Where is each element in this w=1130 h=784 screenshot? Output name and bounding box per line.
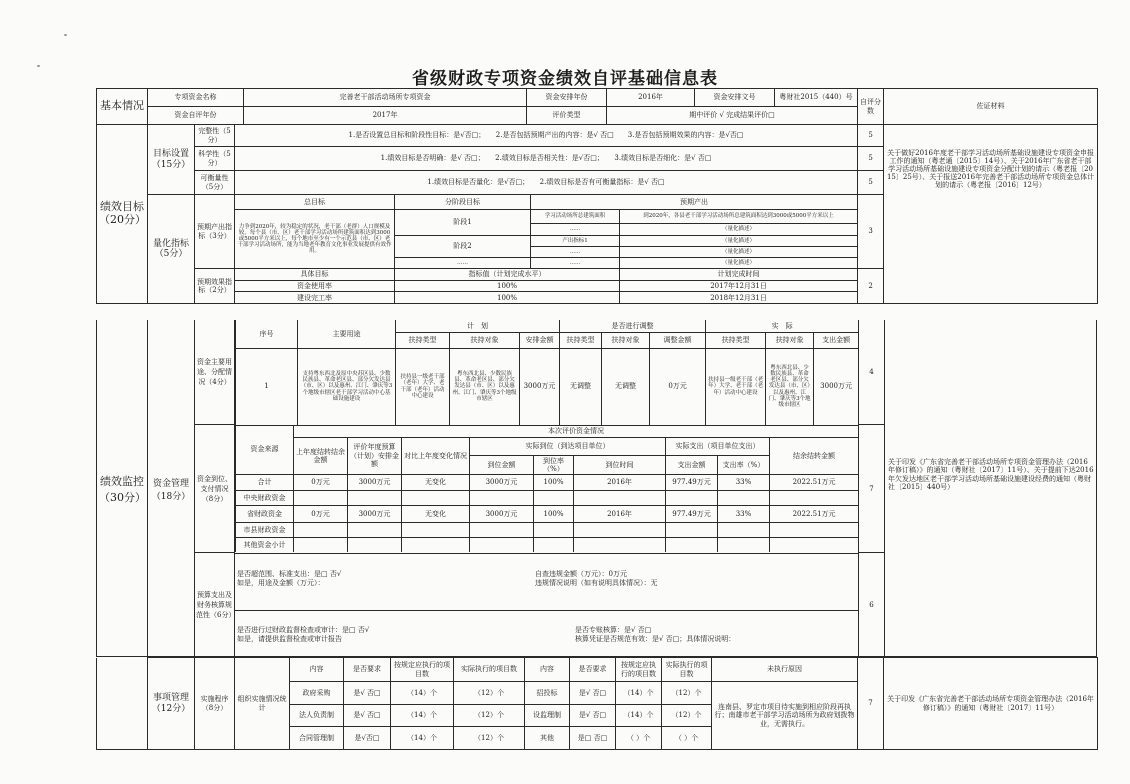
col-spend-amount: 支出金额 bbox=[666, 455, 718, 474]
output-row-2-name: …… bbox=[531, 224, 620, 236]
effect-row-time: 2018年12月31日 bbox=[620, 292, 858, 304]
cell bbox=[348, 522, 402, 537]
cell bbox=[718, 490, 770, 505]
basic-info-table bbox=[96, 88, 1098, 125]
measurable-text: 1.绩效目标是否量化：是√否□； 2.绩效目标是否有可衡量指标：是√ 否□ bbox=[235, 171, 858, 195]
completeness-text: 1.是否设置总目标和阶段性目标：是√否□； 2.是否包括预期产出的内容：是√ 否□ 3.是否包括预期效果的内容：是√否□ bbox=[235, 125, 858, 147]
col-arrive-amount: 到位金额 bbox=[470, 455, 534, 474]
row-seq: 1 bbox=[236, 348, 298, 425]
cell: 977.49万元 bbox=[666, 474, 718, 490]
output-row-1-name: 学习活动场所总建筑面积 bbox=[531, 210, 620, 224]
fund-use-label: 资金主要用途、分配情况（4分） bbox=[195, 320, 235, 425]
monitor-left-gap bbox=[97, 658, 148, 750]
cell bbox=[770, 490, 859, 505]
perf-goal-table bbox=[96, 124, 1098, 304]
effect-score: 2 bbox=[858, 269, 884, 304]
fund-mgmt-label: 资金管理（18分） bbox=[148, 320, 195, 657]
content-procurement: 政府采购 bbox=[290, 682, 344, 705]
project-mgmt-label: 事项管理（12分） bbox=[148, 658, 195, 750]
rule-count-header-2: 按规定应执行的项目数 bbox=[616, 658, 662, 682]
content-header: 内容 bbox=[290, 658, 344, 682]
budget-score: 6 bbox=[858, 553, 884, 657]
cell: （ ）个 bbox=[616, 727, 662, 750]
output-indicator-label: 预期产出指标（3分） bbox=[195, 195, 235, 269]
plan-header: 计 划 bbox=[396, 320, 560, 332]
cell bbox=[470, 522, 534, 537]
col-prev: 上年度结转结余金额 bbox=[294, 437, 348, 474]
cell: 2022.51万元 bbox=[770, 505, 859, 522]
total-goal-text: 力争到2020年，较为稳定的状况，老干部（老群）人口规模及较，每个县（市、区）老干部学习活动场所建筑面积达到3000或5000平方米以上，每个地市至少有一个示范县（市、区）老干部学习活动场所，能为当地老年教育文化事业发展提供有效作用。 bbox=[235, 210, 395, 269]
col-source: 资金来源 bbox=[236, 425, 294, 474]
adjust-header: 是否进行调整 bbox=[560, 320, 706, 332]
cell: 是□ 否□ bbox=[570, 727, 616, 750]
measurable-score: 5 bbox=[858, 171, 884, 195]
scientific-score: 5 bbox=[858, 147, 884, 171]
cell: 0万元 bbox=[294, 505, 348, 522]
output-score: 3 bbox=[858, 195, 884, 269]
col-plan: 评价年度预算（计划）安排金额 bbox=[348, 437, 402, 474]
cell bbox=[718, 537, 770, 552]
actual-spend-header: 支出金额 bbox=[814, 332, 859, 348]
cell: （ ）个 bbox=[662, 727, 712, 750]
plan-amount-header: 安排金额 bbox=[520, 332, 560, 348]
content-supervision: 设监理制 bbox=[525, 705, 570, 727]
content-legal-person: 法人负责制 bbox=[290, 705, 344, 727]
row-actual-spend: 3000万元 bbox=[814, 348, 859, 425]
required-header: 是否要求 bbox=[344, 658, 391, 682]
measurable-label: 可衡量性（5分） bbox=[195, 171, 235, 195]
cell: （12）个 bbox=[454, 682, 525, 705]
accounting-text: 是否专账核算：是√ 否□ 核算凭证是否规范有效：是√ 否□；具体情况说明： bbox=[575, 626, 736, 644]
cell bbox=[770, 537, 859, 552]
effect-row-value: 100% bbox=[395, 292, 620, 304]
cell: 33% bbox=[718, 474, 770, 490]
cell: 2016年 bbox=[574, 474, 666, 490]
cell: （14）个 bbox=[616, 705, 662, 727]
cell bbox=[574, 537, 666, 552]
basic-section-label: 基本情况 bbox=[97, 89, 148, 125]
effect-time-header: 计划完成时间 bbox=[620, 269, 858, 281]
project-evidence: 关于印发《广东省完善老干部活动场所专项资金管理办法（2016年修订稿）》的通知（粤财社〔2017〕11号） bbox=[884, 658, 1098, 750]
effect-row-name: 建设完工率 bbox=[235, 292, 395, 304]
cell bbox=[294, 537, 348, 552]
required-header-2: 是否要求 bbox=[570, 658, 616, 682]
actual-target-header: 扶持对象 bbox=[766, 332, 814, 348]
stage-1-label: 阶段1 bbox=[395, 210, 531, 236]
output-row-4-desc: （量化描述） bbox=[620, 247, 858, 258]
doc-label: 资金安排文号 bbox=[695, 89, 775, 107]
stage-ellipsis: …… bbox=[395, 258, 531, 269]
reason-header: 未执行原因 bbox=[712, 658, 858, 682]
output-row-5-desc: （量化描述） bbox=[620, 258, 858, 269]
output-row-1-desc: 到2020年，各县老干部学习活动场所总建筑面积达到3000或5000平方米以上 bbox=[620, 210, 858, 224]
content-header-2: 内容 bbox=[525, 658, 570, 682]
scientific-label: 科学性（5分） bbox=[195, 147, 235, 171]
doc-value: 粤财社2015（440）号 bbox=[775, 89, 858, 107]
budget-violation-text: 自查违规金额（万元）：0万元 违规情况说明（如有说明具体情况）：无 bbox=[535, 570, 658, 588]
fund-use-score: 4 bbox=[858, 320, 884, 425]
cell bbox=[402, 490, 470, 505]
cell: （12）个 bbox=[662, 705, 712, 727]
effect-row-time: 2017年12月31日 bbox=[620, 281, 858, 292]
col-arrive-time: 到位时间 bbox=[574, 455, 666, 474]
cell: 0万元 bbox=[294, 474, 348, 490]
page-title: 省级财政专项资金绩效自评基础信息表 bbox=[412, 69, 718, 89]
cell: 无变化 bbox=[402, 474, 470, 490]
cell bbox=[666, 490, 718, 505]
self-year-value: 2017年 bbox=[244, 107, 527, 125]
completeness-label: 完整性（5分） bbox=[195, 125, 235, 147]
col-arrive-rate: 到位率（%） bbox=[534, 455, 574, 474]
cell bbox=[402, 522, 470, 537]
adjust-amount-header: 调整金额 bbox=[650, 332, 706, 348]
fund-arrival-label: 资金到位、支付情况（8分） bbox=[195, 425, 235, 553]
content-contract: 合同管理制 bbox=[290, 727, 344, 750]
fund-name-label: 专项资金名称 bbox=[148, 89, 244, 107]
cell: 3000万元 bbox=[470, 474, 534, 490]
audit-text: 是否进行过财政监督检查或审计：是□ 否√ 如是，请提供监督检查或审计报告 bbox=[237, 626, 370, 644]
actual-type-header: 扶持类型 bbox=[706, 332, 766, 348]
plan-target-header: 扶持对象 bbox=[450, 332, 520, 348]
row-actual-type: 扶持县一级老干部（老年）大学、老干部（老年）活动中心建设 bbox=[706, 348, 766, 425]
cell bbox=[666, 522, 718, 537]
goal-evidence: 关于做好2016年度老干部学习活动场所基础设施建设专项资金申报工作的通知（粤老通〔2015〕14号）、关于2016年广东省老干部学习活动场所基础设施建设专项资金分配计划的请示（粤老报〔2015〕25号）、关于报送2016年完善老干部活动场所专项资金总体计划的请示（粤老报〔2016〕12号） bbox=[884, 125, 1098, 304]
row-plan-target: 粤东西北县、少数民族县、革命老区县、部分欠发达县（市、区）以及惠州、江门、肇庆等3个地级市辖区 bbox=[450, 348, 520, 425]
eval-fund-title: 本次评价资金情况 bbox=[294, 425, 859, 437]
fund-evidence: 关于印发《广东省完善老干部活动场所专项资金管理办法（2016年修订稿）》的通知（粤财社〔2017〕11号）、关于提前下达2016年欠发达地区老干部学习活动场所基础设施建设经费的通知（粤财社〔2015〕440号） bbox=[884, 320, 1097, 657]
cell: 是√ 否□ bbox=[344, 705, 391, 727]
output-row-4-name: …… bbox=[531, 247, 620, 258]
reason-text: 连南县、罗定市项目待实施到相应阶段再执行；南雄市老干部学习活动场所为政府划拨物业，无需执行。 bbox=[712, 682, 858, 750]
col-spend: 实际支出（项目单位支出） bbox=[666, 437, 770, 455]
src-city: 市县财政资金 bbox=[236, 522, 294, 537]
cell bbox=[534, 522, 574, 537]
cell: 100% bbox=[534, 505, 574, 522]
plan-type-header: 扶持类型 bbox=[396, 332, 450, 348]
cell: 33% bbox=[718, 505, 770, 522]
src-central: 中央财政资金 bbox=[236, 490, 294, 505]
cell: （14）个 bbox=[391, 682, 454, 705]
year-value: 2016年 bbox=[607, 89, 695, 107]
project-mgmt-table bbox=[96, 657, 1098, 750]
cell bbox=[470, 537, 534, 552]
cell bbox=[534, 490, 574, 505]
cell: 3000万元 bbox=[470, 505, 534, 522]
rule-count-header: 按规定应执行的项目数 bbox=[391, 658, 454, 682]
cell: （12）个 bbox=[454, 705, 525, 727]
monitor-block bbox=[96, 320, 1097, 657]
row-plan-type: 扶持县一级老干部（老年）大学、老干部（老年）活动中心建设 bbox=[396, 348, 450, 425]
score-header: 自评分数 bbox=[858, 89, 884, 125]
cell: 3000万元 bbox=[348, 474, 402, 490]
evidence-header: 佐证材料 bbox=[884, 89, 1098, 125]
output-row-2-desc: （量化描述） bbox=[620, 224, 858, 236]
self-year-label: 资金自评年份 bbox=[148, 107, 244, 125]
fund-arrival-score: 7 bbox=[858, 425, 884, 553]
scan-speck bbox=[64, 34, 67, 36]
monitor-section: 绩效监控（30分） bbox=[97, 320, 148, 657]
cell bbox=[574, 522, 666, 537]
cell: 是√否□ bbox=[344, 727, 391, 750]
effect-value-header: 指标值（计划完成水平） bbox=[395, 269, 620, 281]
fund-arrival-table bbox=[235, 425, 859, 552]
row-plan-amount: 3000万元 bbox=[520, 348, 560, 425]
perf-goal-section: 绩效目标（20分） bbox=[97, 125, 148, 304]
cell: 是√ 否□ bbox=[570, 682, 616, 705]
adjust-type-header: 扶持类型 bbox=[560, 332, 602, 348]
year-label: 资金安排年份 bbox=[527, 89, 607, 107]
actual-count-header: 实际执行的项目数 bbox=[454, 658, 525, 682]
cell: （12）个 bbox=[662, 682, 712, 705]
cell: （14）个 bbox=[391, 705, 454, 727]
cell: 是√ 否□ bbox=[344, 682, 391, 705]
row-actual-target: 粤东西北县、少数民族县、革命老区县、部分欠发达县（市、区）以及惠州、江门、肇庆等3个地级市辖区 bbox=[766, 348, 814, 425]
cell bbox=[470, 490, 534, 505]
cell bbox=[294, 522, 348, 537]
eval-type-value: 期中评价 √ 完成结果评价□ bbox=[607, 107, 858, 125]
quant-indicator-label: 量化指标（5分） bbox=[148, 195, 195, 304]
cell bbox=[348, 537, 402, 552]
cell: （12）个 bbox=[454, 727, 525, 750]
impl-procedure-label: 实施程序（8分） bbox=[195, 658, 235, 750]
scientific-text: 1.绩效目标是否明确：是√ 否□； 2.绩效目标是否相关性：是√否□； 3.绩效目标是否细化：是√ 否□ bbox=[235, 147, 858, 171]
fund-name-value: 完善老干部活动场所专项资金 bbox=[244, 89, 527, 107]
budget-area bbox=[235, 553, 858, 657]
src-other: 其他资金小计 bbox=[236, 537, 294, 552]
cell bbox=[294, 490, 348, 505]
src-total: 合计 bbox=[236, 474, 294, 490]
cell bbox=[534, 537, 574, 552]
actual-count-header-2: 实际执行的项目数 bbox=[662, 658, 712, 682]
cell: 无变化 bbox=[402, 505, 470, 522]
col-balance: 结余结转金额 bbox=[770, 437, 859, 474]
output-row-5-name: …… bbox=[531, 258, 620, 269]
row-adjust-amount: 0万元 bbox=[650, 348, 706, 425]
col-spend-rate: 支出率（%） bbox=[718, 455, 770, 474]
fund-use-table bbox=[235, 320, 859, 426]
cell: 是√ 否□ bbox=[570, 705, 616, 727]
effect-target-header: 具体目标 bbox=[235, 269, 395, 281]
col-change: 对比上年度变化情况 bbox=[402, 437, 470, 474]
org-stat-label: 组织实施情况统计 bbox=[235, 658, 290, 750]
cell bbox=[348, 490, 402, 505]
eval-type-label: 评价类型 bbox=[527, 107, 607, 125]
content-bidding: 招投标 bbox=[525, 682, 570, 705]
effect-row-name: 资金使用率 bbox=[235, 281, 395, 292]
row-adjust-type: 无调整 bbox=[560, 348, 602, 425]
project-score: 7 bbox=[858, 658, 884, 750]
content-other: 其他 bbox=[525, 727, 570, 750]
expected-output-header: 预期产出 bbox=[531, 195, 858, 210]
use-header: 主要用途 bbox=[298, 320, 396, 348]
cell: 2022.51万元 bbox=[770, 474, 859, 490]
cell bbox=[666, 537, 718, 552]
src-province: 省财政资金 bbox=[236, 505, 294, 522]
cell: （14）个 bbox=[616, 682, 662, 705]
cell bbox=[574, 490, 666, 505]
cell bbox=[718, 522, 770, 537]
cell: 3000万元 bbox=[348, 505, 402, 522]
stage-goal-header: 分阶段目标 bbox=[395, 195, 531, 210]
effect-indicator-label: 预期效果指标（2分） bbox=[195, 269, 235, 304]
cell: 2016年 bbox=[574, 505, 666, 522]
cell bbox=[402, 537, 470, 552]
actual-header: 实 际 bbox=[706, 320, 859, 332]
output-row-3-name: 产出指标1 bbox=[531, 236, 620, 247]
cell bbox=[770, 522, 859, 537]
effect-row-value: 100% bbox=[395, 281, 620, 292]
completeness-score: 5 bbox=[858, 125, 884, 147]
stage-2-label: 阶段2 bbox=[395, 236, 531, 258]
row-adjust-target: 无调整 bbox=[602, 348, 650, 425]
budget-label: 预算支出及财务核算规范性（6分） bbox=[195, 553, 235, 657]
divider bbox=[235, 610, 858, 611]
seq-header: 序号 bbox=[236, 320, 298, 348]
row-use: 支持粤东西北及原中央苏区县、少数民族县、革命老区县、部分欠发达县（市、区）以及惠州、江门、肇庆等3个地级市辖区老干部学习活动中心基础设施建设 bbox=[298, 348, 396, 425]
budget-scope-text: 是否超范围、标准支出：是□ 否√ 如是，用途及金额（万元）： bbox=[237, 570, 342, 588]
goal-setting-label: 目标设置（15分） bbox=[148, 125, 195, 195]
cell: （14）个 bbox=[391, 727, 454, 750]
cell: 100% bbox=[534, 474, 574, 490]
cell: 977.49万元 bbox=[666, 505, 718, 522]
output-row-3-desc: （量化描述） bbox=[620, 236, 858, 247]
total-goal-header: 总目标 bbox=[235, 195, 395, 210]
col-arrive: 实际到位（到达项目单位） bbox=[470, 437, 666, 455]
adjust-target-header: 扶持对象 bbox=[602, 332, 650, 348]
